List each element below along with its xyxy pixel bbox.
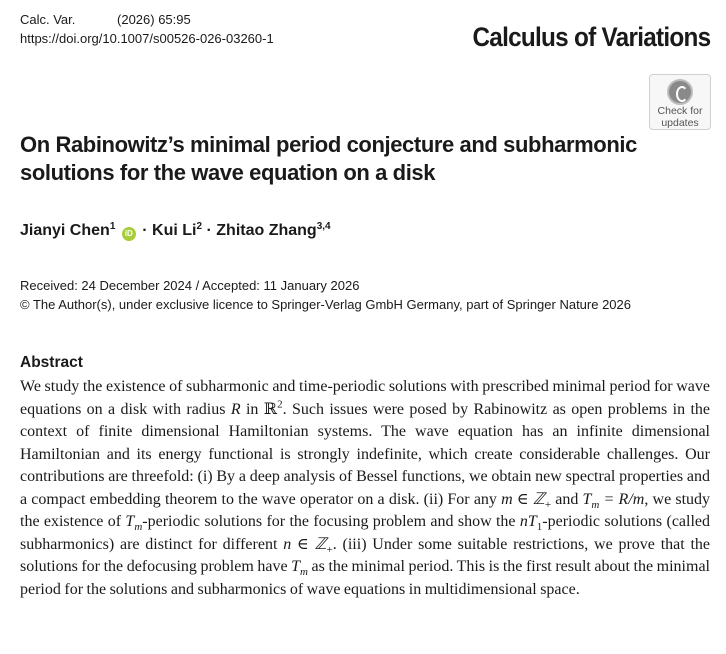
math-T: T — [125, 513, 135, 530]
math-R: R — [230, 400, 241, 418]
math-subscript: m — [134, 521, 143, 534]
abstract-text-segment: in — [240, 400, 264, 418]
math-T: T — [582, 490, 592, 508]
abstract-body — [20, 376, 710, 601]
abstract-text-segment: and — [551, 490, 583, 508]
math-n-in-z: n ∈ ℤ — [283, 535, 327, 553]
author-separator: · — [137, 222, 153, 239]
math-subscript: m — [591, 498, 600, 511]
math-exponent: 2 — [277, 398, 283, 411]
copyright-line: © The Author(s), under exclusive licence to Springer-Verlag GmbH Germany, part of Springer Nature 2026 — [20, 297, 631, 312]
abstract-text-segment: We study the existence of subharmonic and time-periodic solutions with prescribed minimal period for wave equations on a disk with radius — [20, 378, 710, 418]
received-accepted: Received: 24 December 2024 / Accepted: 11 January 2026 — [20, 278, 360, 293]
check-for-updates-badge[interactable] — [649, 74, 711, 130]
affiliation-ref[interactable]: 1 — [109, 221, 116, 232]
journal-meta — [20, 10, 274, 48]
doi-link[interactable]: https://doi.org/10.1007/s00526-026-03260-1 — [20, 31, 274, 46]
abstract-text-segment: . (iii) Under some suitable restrictions, we prove that the solutions for the defocusing problem have — [20, 535, 711, 575]
math-nT: nT — [519, 513, 537, 530]
author-name[interactable]: Jianyi Chen — [20, 222, 110, 239]
math-T: T — [291, 558, 301, 575]
math-m-in-z: m ∈ ℤ — [501, 490, 545, 508]
abstract-text-segment: as the minimal period. This is the first result about the minimal period for the solutions and subharmonics of wave equations in multidimensional space. — [20, 558, 710, 598]
math-equation: = R/m — [599, 490, 645, 508]
affiliation-ref[interactable]: 3,4 — [316, 221, 331, 232]
paper-title: On Rabinowitz’s minimal period conjecture and subharmonic solutions for the wave equation on a disk — [20, 132, 637, 185]
update-icon — [667, 79, 693, 105]
math-subscript: + — [544, 498, 552, 511]
volume-info: (2026) 65:95 — [117, 12, 191, 27]
abstract-text-segment: -periodic solutions (called subharmonics) are distinct for different — [20, 513, 711, 553]
badge-line2: updates — [661, 117, 699, 129]
affiliation-ref[interactable]: 2 — [196, 221, 203, 232]
abstract-text-segment: . Such issues were posed by Rabinowitz as open problems in the context of finite dimensional Hamiltonian systems. The wave equation has an infinite dimensional Hamiltonian and its energy functional is strongly indefinite, which create considerable challenges. Our contributions are threefold: (i) By a deep analysis of Bessel functions, we obtain new spectral properties and a compact embedding theorem to the wave operator on a disk. (ii) For any — [20, 400, 711, 508]
publication-dates — [20, 276, 631, 314]
math-subscript: 1 — [536, 521, 543, 534]
abstract-text-segment: -periodic solutions for the focusing problem and show the — [142, 513, 520, 530]
author-name[interactable]: Kui Li — [152, 222, 197, 239]
math-subscript: m — [300, 566, 308, 579]
abstract-text-segment: , we study the existence of — [20, 490, 711, 530]
badge-line1: Check for — [657, 105, 703, 117]
journal-abbrev: Calc. Var. — [20, 12, 76, 27]
author-list — [20, 221, 331, 241]
journal-name: Calculus of Variations — [471, 22, 710, 52]
math-subscript: + — [326, 543, 333, 556]
abstract-heading: Abstract — [20, 354, 83, 371]
author-name[interactable]: Zhitao Zhang — [216, 222, 317, 239]
math-reals: ℝ — [263, 400, 278, 418]
orcid-icon[interactable]: iD — [122, 227, 136, 241]
author-separator: · — [202, 222, 217, 239]
